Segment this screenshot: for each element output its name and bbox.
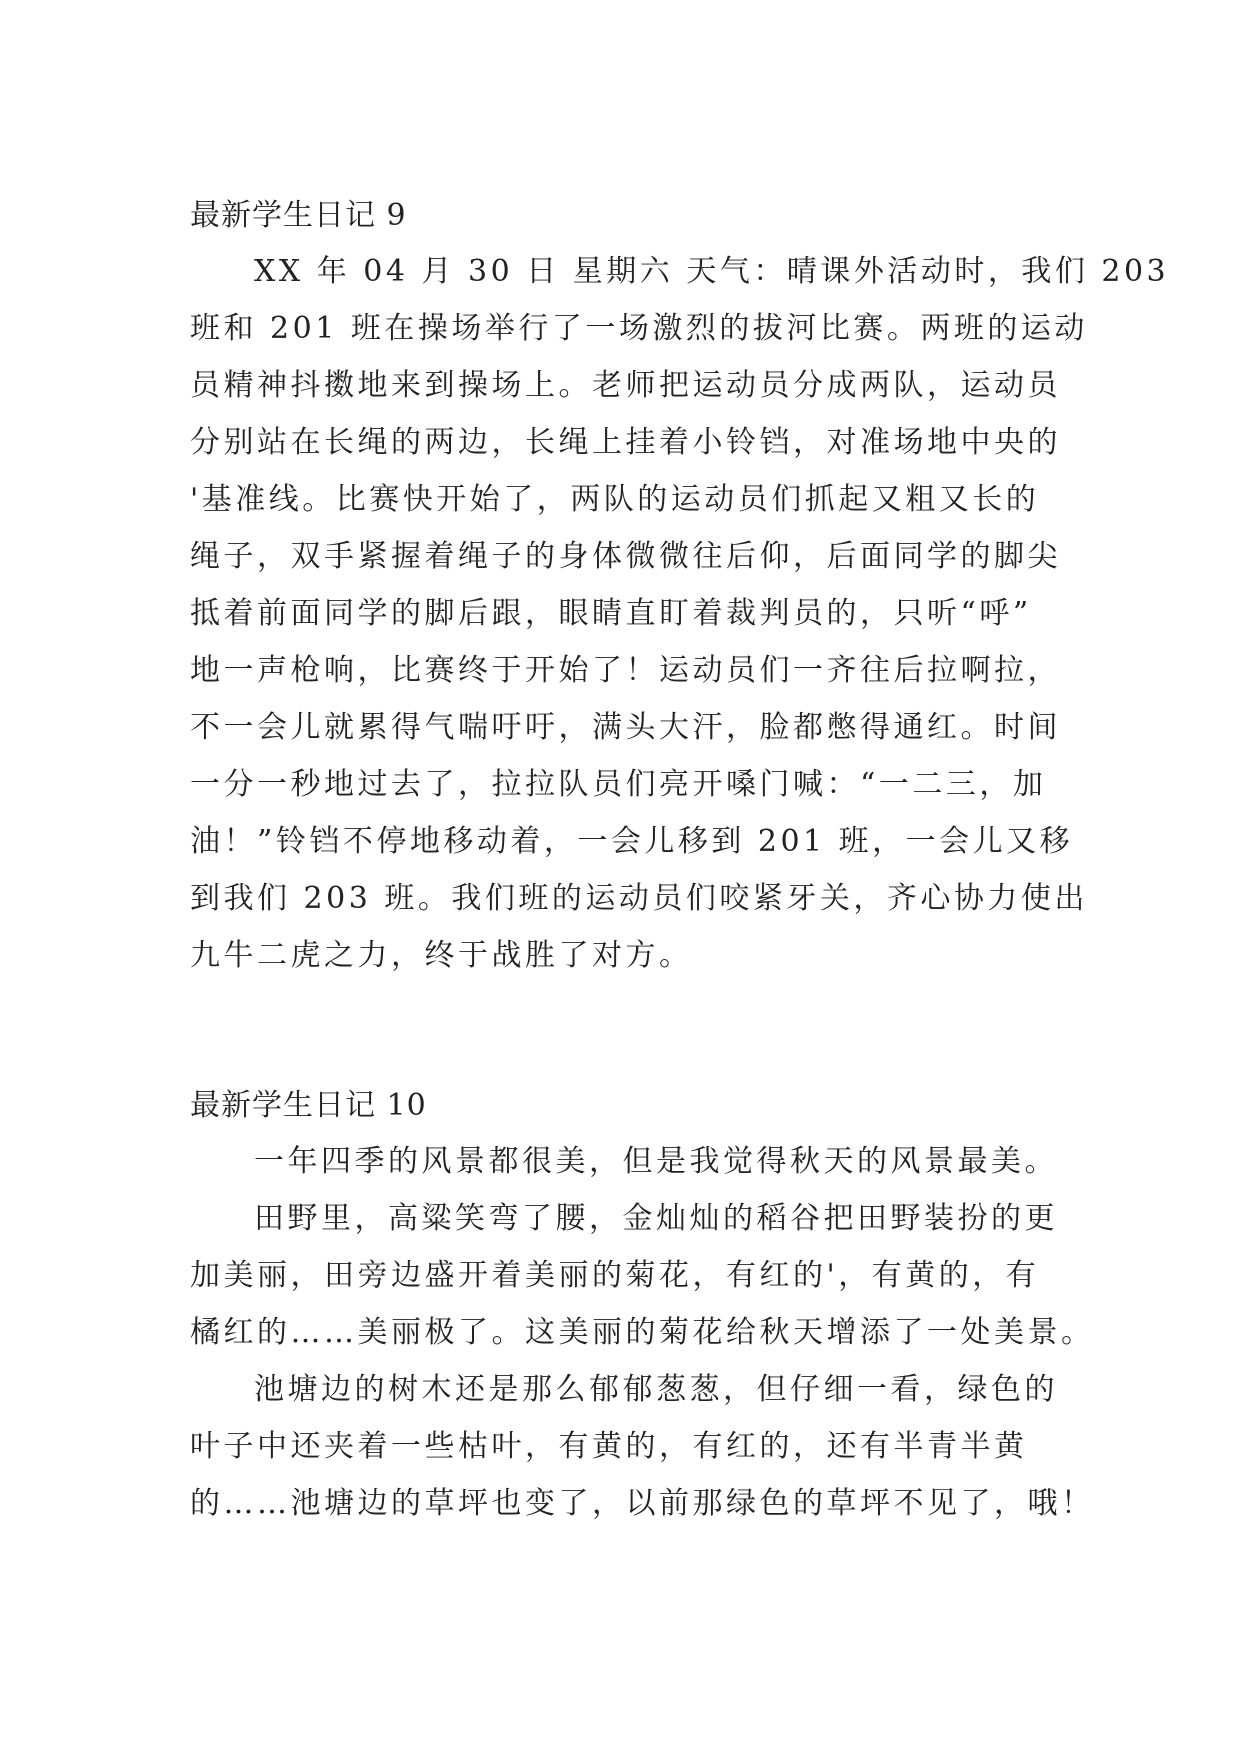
paragraph-line: 地一声枪响，比赛终于开始了！运动员们一齐往后拉啊拉， — [190, 653, 1061, 688]
paragraph-line: 抵着前面同学的脚后跟，眼睛直盯着裁判员的，只听“呼” — [190, 596, 1032, 631]
paragraph-line: 到我们 203 班。我们班的运动员们咬紧牙关，齐心协力使出 — [190, 881, 1088, 916]
paragraph-line: XX 年 04 月 30 日 星期六 天气：晴课外活动时，我们 203 — [254, 254, 1170, 289]
paragraph-line: 不一会儿就累得气喘吁吁，满头大汗，脸都憋得通红。时间 — [190, 710, 1061, 745]
paragraph-line: 的……池塘边的草坪也变了，以前那绿色的草坪不见了，哦！ — [190, 1486, 1095, 1521]
section-title-diary-10: 最新学生日记 10 — [190, 1088, 427, 1123]
paragraph-line: 叶子中还夹着一些枯叶，有黄的，有红的，还有半青半黄 — [190, 1429, 1028, 1464]
paragraph-line: 橘红的……美丽极了。这美丽的菊花给秋天增添了一处美景。 — [190, 1315, 1095, 1350]
paragraph-line: '基准线。比赛快开始了，两队的运动员们抓起又粗又长的 — [190, 482, 1040, 517]
paragraph-line: 分别站在长绳的两边，长绳上挂着小铃铛，对准场地中央的 — [190, 425, 1061, 460]
paragraph-line: 油！”铃铛不停地移动着，一会儿移到 201 班，一会儿又移 — [190, 824, 1074, 859]
section-title-diary-9: 最新学生日记 9 — [190, 198, 407, 233]
paragraph-line: 九牛二虎之力，终于战胜了对方。 — [190, 938, 693, 973]
paragraph-line: 一年四季的风景都很美，但是我觉得秋天的风景最美。 — [254, 1144, 1058, 1179]
paragraph-line: 田野里，高粱笑弯了腰，金灿灿的稻谷把田野装扮的更 — [254, 1201, 1058, 1236]
diary-10-body — [190, 1133, 1095, 1532]
diary-9-body — [190, 243, 1170, 984]
paragraph-line: 池塘边的树木还是那么郁郁葱葱，但仔细一看，绿色的 — [254, 1372, 1058, 1407]
paragraph-line: 绳子，双手紧握着绳子的身体微微往后仰，后面同学的脚尖 — [190, 539, 1061, 574]
paragraph-line: 班和 201 班在操场举行了一场激烈的拔河比赛。两班的运动 — [190, 311, 1088, 346]
paragraph-line: 一分一秒地过去了，拉拉队员们亮开嗓门喊：“一二三，加 — [190, 767, 1047, 802]
paragraph-line: 加美丽，田旁边盛开着美丽的菊花，有红的'，有黄的，有 — [190, 1258, 1040, 1293]
paragraph-line: 员精神抖擞地来到操场上。老师把运动员分成两队，运动员 — [190, 368, 1061, 403]
